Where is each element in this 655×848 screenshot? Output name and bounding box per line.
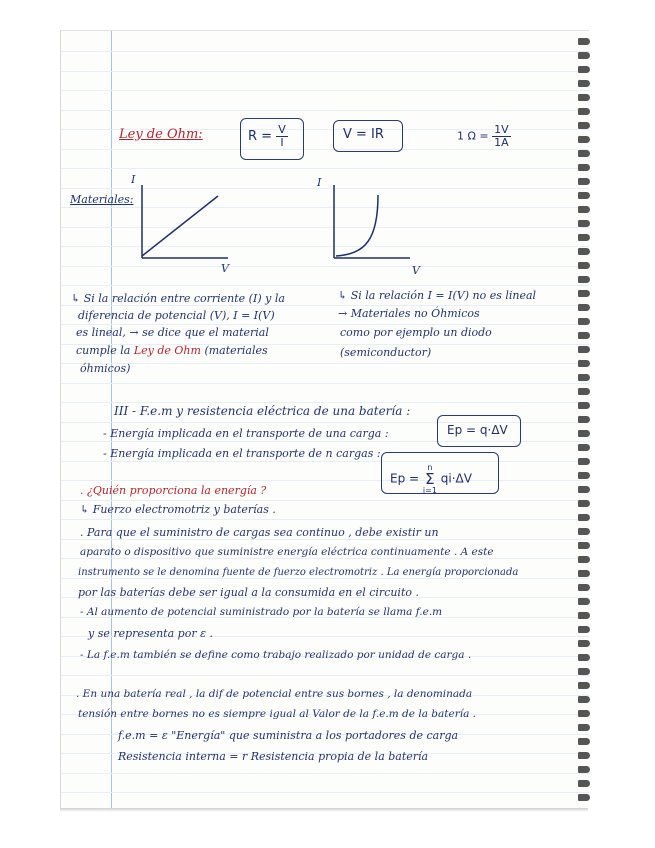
unit-ohm-den: 1A xyxy=(494,136,509,149)
graph-ohmic xyxy=(142,185,228,258)
spiral-ring xyxy=(578,500,590,507)
note-right-2: → Materiales no Óhmicos xyxy=(338,307,480,320)
spiral-ring xyxy=(578,276,590,283)
formula-ohm: V = IR xyxy=(343,127,384,142)
non-ohmic-curve xyxy=(336,195,378,256)
spiral-ring xyxy=(578,444,590,451)
spiral-ring xyxy=(578,780,590,787)
spiral-ring xyxy=(578,598,590,605)
unit-ohm-num: 1V xyxy=(494,123,509,136)
spiral-ring xyxy=(578,164,590,171)
paragraph-9: - La f.e.m también se define como trabajo realizado por unidad de carga . xyxy=(80,649,472,661)
note-right-4: (semiconductor) xyxy=(340,346,432,359)
graph-non-ohmic xyxy=(334,185,410,258)
spiral-ring xyxy=(578,682,590,689)
spiral-ring xyxy=(578,528,590,535)
ruled-line xyxy=(61,675,589,676)
paragraph-8: y se representa por ε . xyxy=(88,627,213,640)
section3-heading: III - F.e.m y resistencia eléctrica de una batería : xyxy=(114,404,411,418)
spiral-ring xyxy=(578,472,590,479)
paragraph-4: aparato o dispositivo que suministre energía eléctrica continuamente . A este xyxy=(80,546,494,558)
ruled-line xyxy=(61,90,589,91)
ley-de-ohm-inline: Ley de Ohm xyxy=(133,344,201,357)
paragraph-5: instrumento se le denomina fuente de fuerzo electromotriz . La energía proporcionada xyxy=(78,567,519,578)
spiral-ring xyxy=(578,752,590,759)
note-left-4a: cumple la xyxy=(76,344,131,357)
ruled-line xyxy=(61,500,589,501)
spiral-ring xyxy=(578,94,590,101)
formula-ep-sum-rhs: qi·ΔV xyxy=(440,471,472,486)
spiral-ring xyxy=(578,724,590,731)
spiral-ring xyxy=(578,38,590,45)
ruled-line xyxy=(61,402,589,403)
paragraph-7: - Al aumento de potencial suministrado por la batería se llama f.e.m xyxy=(80,606,443,618)
note-left-4b: (materiales xyxy=(204,344,268,357)
ruled-line xyxy=(61,792,589,793)
spiral-ring xyxy=(578,458,590,465)
spiral-ring xyxy=(578,570,590,577)
spiral-ring xyxy=(578,206,590,213)
spiral-ring xyxy=(578,374,590,381)
spiral-ring xyxy=(578,696,590,703)
spiral-ring xyxy=(578,248,590,255)
formula-resistance-lhs: R = xyxy=(248,129,273,144)
axis-i-right: I xyxy=(317,176,322,189)
note-left-1: ↳ Si la relación entre corriente (I) y la xyxy=(71,292,285,305)
spiral-ring xyxy=(578,556,590,563)
spiral-ring xyxy=(578,738,590,745)
spiral-ring xyxy=(578,486,590,493)
axis-i-left: I xyxy=(131,173,136,186)
formula-resistance-den: I xyxy=(280,136,284,149)
spiral-ring xyxy=(578,710,590,717)
spiral-ring xyxy=(578,346,590,353)
ruled-line xyxy=(61,383,589,384)
paragraph-11: tensión entre bornes no es siempre igual al Valor de la f.e.m de la batería . xyxy=(78,708,477,720)
formula-resistance-num: V xyxy=(278,123,286,136)
ruled-line xyxy=(61,324,589,325)
spiral-ring xyxy=(578,668,590,675)
spiral-ring xyxy=(578,626,590,633)
ruled-line xyxy=(61,168,589,169)
spiral-ring xyxy=(578,318,590,325)
spiral-ring xyxy=(578,640,590,647)
section3-line2: - Energía implicada en el transporte de n cargas : xyxy=(103,447,381,460)
paragraph-12: f.e.m = ε "Energía" que suministra a los portadores de carga xyxy=(118,729,459,742)
formula-ep-sum-lhs: Ep = xyxy=(390,471,420,486)
ruled-line xyxy=(61,773,589,774)
paragraph-1: . ¿Quién proporciona la energía ? xyxy=(80,484,267,497)
paragraph-13: Resistencia interna = r Resistencia propia de la batería xyxy=(118,750,429,763)
note-right-1: ↳ Si la relación I = I(V) no es lineal xyxy=(338,289,537,302)
materials-label: Materiales: xyxy=(70,193,134,206)
note-right-3: como por ejemplo un diodo xyxy=(340,326,492,339)
paragraph-10: . En una batería real , la dif de potencial entre sus bornes , la denominada xyxy=(76,688,473,700)
axis-v-right: V xyxy=(412,264,420,277)
ohmic-line xyxy=(142,196,218,256)
spiral-ring xyxy=(578,122,590,129)
formula-ep: Ep = q·ΔV xyxy=(447,423,508,437)
sum-lower: i=1 xyxy=(422,486,437,495)
ruled-line xyxy=(61,461,589,462)
section3-line1: - Energía implicada en el transporte de una carga : xyxy=(103,427,389,440)
spiral-ring xyxy=(578,304,590,311)
unit-ohm-lhs: 1 Ω = xyxy=(457,129,489,143)
note-left-2: diferencia de potencial (V), I = I(V) xyxy=(78,309,275,322)
spiral-ring xyxy=(578,290,590,297)
note-left-4 xyxy=(76,344,268,357)
spiral-ring xyxy=(578,332,590,339)
spiral-ring xyxy=(578,150,590,157)
spiral-ring xyxy=(578,794,590,801)
sum-upper: n xyxy=(427,463,433,472)
spiral-ring xyxy=(578,136,590,143)
spiral-binding xyxy=(578,30,594,808)
spiral-ring xyxy=(578,178,590,185)
spiral-ring xyxy=(578,766,590,773)
ruled-line xyxy=(61,480,589,481)
spiral-ring xyxy=(578,430,590,437)
spiral-ring xyxy=(578,262,590,269)
formula-resistance xyxy=(248,124,288,149)
spiral-ring xyxy=(578,416,590,423)
spiral-ring xyxy=(578,654,590,661)
note-left-5: óhmicos) xyxy=(80,362,131,375)
spiral-ring xyxy=(578,388,590,395)
formula-ep-sum xyxy=(390,463,472,495)
spiral-ring xyxy=(578,80,590,87)
ruled-line xyxy=(61,71,589,72)
ruled-line xyxy=(61,519,589,520)
axis-v-left: V xyxy=(221,262,229,275)
paragraph-6: por las baterías debe ser igual a la consumida en el circuito . xyxy=(78,586,419,599)
ruled-line xyxy=(61,363,589,364)
spiral-ring xyxy=(578,108,590,115)
unit-ohm xyxy=(457,124,511,149)
section-title: Ley de Ohm: xyxy=(119,127,203,142)
spiral-ring xyxy=(578,612,590,619)
page-edge xyxy=(60,808,588,812)
ruled-line xyxy=(61,110,589,111)
ruled-line xyxy=(61,51,589,52)
spiral-ring xyxy=(578,584,590,591)
spiral-ring xyxy=(578,234,590,241)
spiral-ring xyxy=(578,66,590,73)
spiral-ring xyxy=(578,514,590,521)
spiral-ring xyxy=(578,402,590,409)
paragraph-3: . Para que el suministro de cargas sea continuo , debe existir un xyxy=(80,526,439,539)
spiral-ring xyxy=(578,192,590,199)
spiral-ring xyxy=(578,52,590,59)
spiral-ring xyxy=(578,360,590,367)
spiral-ring xyxy=(578,220,590,227)
paragraph-2: ↳ Fuerzo electromotriz y baterías . xyxy=(80,503,276,516)
ruled-line xyxy=(61,285,589,286)
iv-graphs xyxy=(110,170,430,280)
note-left-3: es lineal, → se dice que el material xyxy=(76,326,269,339)
sum-sign: Σ xyxy=(425,470,435,488)
spiral-ring xyxy=(578,542,590,549)
